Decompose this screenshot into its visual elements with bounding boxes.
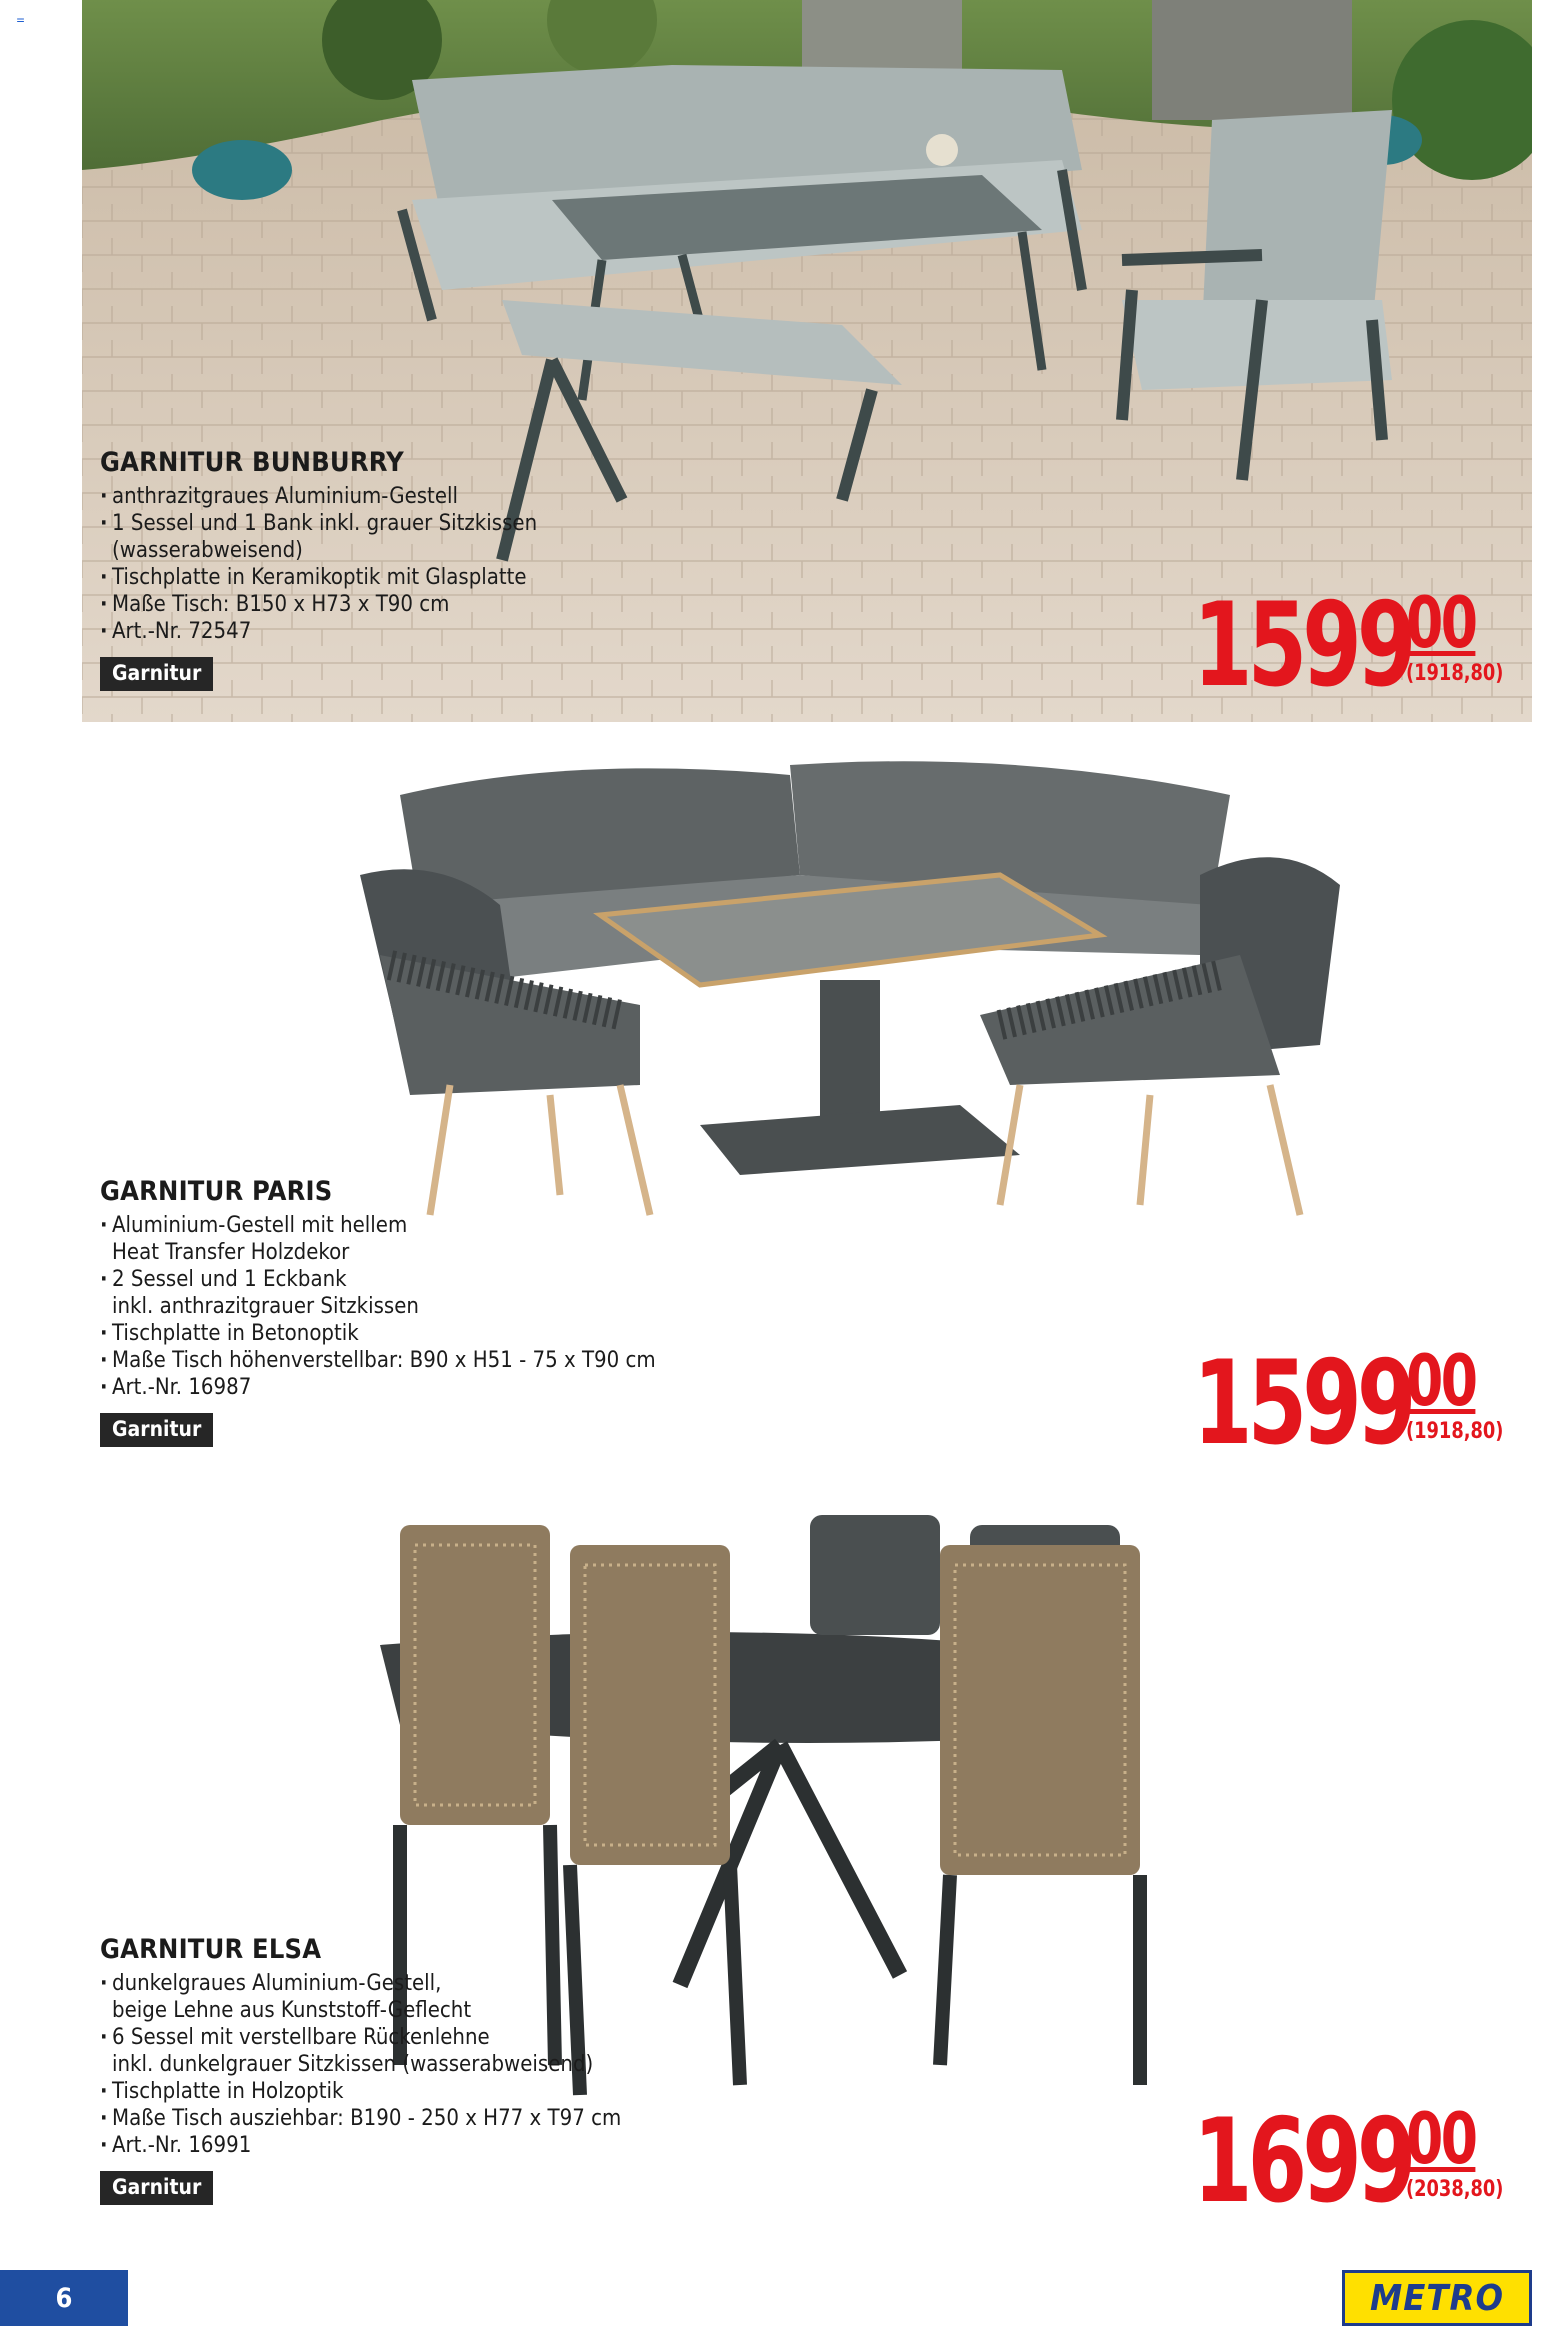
price-paris [1145,1336,1514,1471]
price-cents: 00 [1405,582,1476,664]
product-bunburry [100,447,740,691]
feature-item: · 1 Sessel und 1 Bank inkl. grauer Sitzkissen (wasserabweisend) [100,510,740,564]
feature-item: · Art.-Nr. 72547 [100,618,740,645]
price-main: 1699 [1193,2094,1412,2229]
price-gross: (1918,80) [1405,1419,1504,1444]
feature-item: · anthrazitgraues Aluminium-Gestell [100,483,740,510]
product-title: GARNITUR PARIS [100,1176,333,1207]
feature-item: · Tischplatte in Betonoptik [100,1320,740,1347]
paris-photo [320,755,1350,1225]
product-badge: Garnitur [100,1413,213,1447]
product-paris [100,1176,740,1447]
price-side [1405,2098,1514,2202]
page-number: 6 [0,2270,128,2326]
feature-item: · 6 Sessel mit verstellbare Rückenlehne inkl. dunkelgrauer Sitzkissen (wasserabweisend) [100,2024,740,2078]
feature-item: · Tischplatte in Keramikoptik mit Glasplatte [100,564,740,591]
metro-logo: METRO [1342,2270,1532,2326]
feature-list [100,483,740,645]
price-bunburry [1145,578,1514,713]
feature-item: · Art.-Nr. 16987 [100,1374,740,1401]
feature-list [100,1212,740,1401]
feature-item: · Tischplatte in Holzoptik [100,2078,740,2105]
price-main: 1599 [1193,578,1412,713]
price-cents: 00 [1405,2098,1476,2180]
feature-list [100,1970,740,2159]
feature-item: · Maße Tisch: B150 x H73 x T90 cm [100,591,740,618]
price-main: 1599 [1193,1336,1412,1471]
feature-item: · Maße Tisch ausziehbar: B190 - 250 x H77 x T97 cm [100,2105,740,2132]
price-side [1405,582,1514,686]
feature-item: · Maße Tisch höhenverstellbar: B90 x H51 - 75 x T90 cm [100,1347,740,1374]
feature-item: · Aluminium-Gestell mit hellem Heat Transfer Holzdekor [100,1212,740,1266]
product-badge: Garnitur [100,657,213,691]
price-gross: (1918,80) [1405,661,1504,686]
product-elsa [100,1934,740,2205]
price-side [1405,1340,1514,1444]
price-elsa [1145,2094,1514,2229]
feature-item: · Art.-Nr. 16991 [100,2132,740,2159]
product-badge: Garnitur [100,2171,213,2205]
product-title: GARNITUR ELSA [100,1934,322,1965]
product-title: GARNITUR BUNBURRY [100,447,404,478]
price-gross: (2038,80) [1405,2177,1504,2202]
feature-item: · dunkelgraues Aluminium-Gestell, beige Lehne aus Kunststoff-Geflecht [100,1970,740,2024]
price-cents: 00 [1405,1340,1476,1422]
feature-item: · 2 Sessel und 1 Eckbank inkl. anthrazitgrauer Sitzkissen [100,1266,740,1320]
page-marker: = [16,13,26,27]
